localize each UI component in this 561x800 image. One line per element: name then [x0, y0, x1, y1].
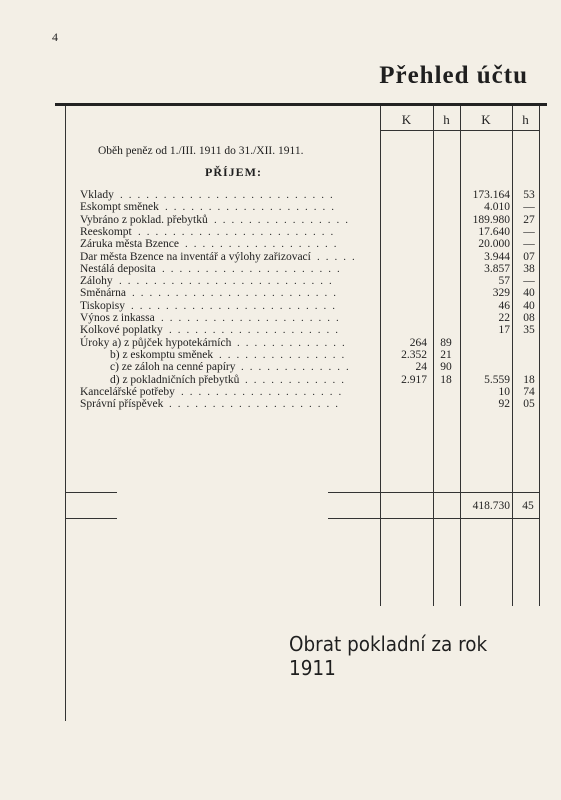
cell-k2: 5.559 [484, 373, 510, 386]
total-rule-right [328, 518, 539, 519]
row-label: c) ze záloh na cenné papíry [110, 361, 236, 374]
leader-dots: ........................ [131, 299, 341, 312]
leader-dots: ................ [214, 213, 354, 226]
cell-k2: 46 [498, 299, 510, 312]
table-row [80, 337, 540, 350]
row-label: Úroky a) z půjček hypotekárních [80, 336, 232, 349]
cell-h1: 18 [440, 373, 452, 386]
cell-h1: 90 [440, 361, 452, 374]
table-row [80, 287, 540, 300]
cell-h2: 35 [523, 324, 535, 337]
page-number: 4 [52, 30, 58, 44]
table-row [80, 349, 540, 362]
leader-dots: ..... [317, 250, 361, 263]
cell-k1: 24 [415, 361, 427, 374]
table-row [80, 300, 540, 313]
total-rule-right [328, 492, 539, 493]
left-border [65, 106, 66, 721]
table-row [80, 361, 540, 374]
header-h-1: h [443, 112, 450, 127]
row-label: Eskompt směnek [80, 201, 159, 214]
row-label: Nestálá deposita [80, 262, 156, 275]
row-label: Správní příspěvek [80, 398, 164, 411]
row-label: Směnárna [80, 287, 126, 300]
cell-h2: 27 [523, 213, 535, 226]
cell-k1: 264 [409, 336, 427, 349]
leader-dots: ............... [219, 348, 351, 361]
leader-dots: ........................ [132, 287, 342, 300]
table-row [80, 374, 540, 387]
cell-k2: 3.857 [484, 262, 510, 275]
table-row [80, 189, 540, 202]
row-label: Kolkové poplatky [80, 324, 163, 337]
page-title: Přehled účtu [379, 62, 528, 89]
cell-k1: 2.352 [401, 348, 427, 361]
header-rule [380, 130, 539, 131]
top-rule [55, 103, 547, 106]
leader-dots: ......................... [120, 189, 339, 201]
leader-dots: .................... [169, 398, 344, 411]
cell-h2: — [523, 225, 535, 238]
table-row [80, 324, 540, 337]
leader-dots: .................... [169, 324, 344, 337]
row-label: Kancelářské potřeby [80, 385, 175, 398]
section-heading: PŘÍJEM: [205, 165, 262, 179]
leader-dots: .................... [165, 201, 340, 214]
cell-h1: 21 [440, 348, 452, 361]
table-row [80, 386, 540, 399]
row-label: b) z eskomptu směnek [110, 348, 214, 361]
row-label: Zálohy [80, 275, 113, 288]
table-row [80, 238, 540, 251]
cell-k2: 20.000 [478, 238, 510, 251]
cell-h2: — [523, 201, 535, 214]
total-rule-left [65, 518, 117, 519]
table-row [80, 312, 540, 325]
leader-dots: ..................... [162, 262, 346, 275]
cell-h2: 08 [523, 312, 535, 324]
total-hellers: 45 [522, 500, 534, 512]
cell-k2: 173.164 [472, 189, 510, 201]
row-label: Reeskompt [80, 225, 132, 238]
table-row [80, 275, 540, 288]
cell-k2: 22 [498, 312, 510, 324]
cell-h2: 40 [523, 299, 535, 312]
leader-dots: ............ [245, 373, 350, 386]
cell-k2: 189.980 [472, 213, 510, 226]
leader-dots: ................... [181, 385, 348, 398]
cell-h2: 40 [523, 287, 535, 300]
table-row [80, 201, 540, 214]
cell-k1: 2.917 [401, 373, 427, 386]
cell-h1: 89 [440, 336, 452, 349]
cell-k2: 17 [498, 324, 510, 337]
period-text: Oběh peněz od 1./III. 1911 do 31./XII. 1911. [98, 145, 304, 157]
cell-h2: — [523, 275, 535, 288]
cell-h2: 05 [523, 398, 535, 411]
cell-k2: 17.640 [478, 225, 510, 238]
row-label: Záruka města Bzence [80, 238, 179, 251]
cell-k2: 329 [492, 287, 510, 300]
table-row [80, 263, 540, 276]
row-label: d) z pokladničních přebytků [110, 373, 240, 386]
cell-h2: 07 [523, 250, 535, 263]
cell-k2: 10 [498, 385, 510, 398]
leader-dots: ......................... [119, 275, 338, 288]
table-row [80, 226, 540, 239]
cell-h2: 74 [523, 385, 535, 398]
leader-dots: ............. [241, 361, 355, 374]
cell-k2: 3.944 [484, 250, 510, 263]
cell-k2: 4.010 [484, 201, 510, 214]
cell-k2: 92 [498, 398, 510, 411]
footer-title: Obrat pokladní za rok 1911 [289, 632, 488, 680]
row-label: Vybráno z poklad. přebytků [80, 213, 208, 226]
leader-dots: ....................... [138, 225, 340, 238]
table-row [80, 251, 540, 264]
leader-dots: .................. [185, 238, 343, 251]
cell-h2: — [523, 238, 535, 251]
row-label: Výnos z inkassa [80, 312, 155, 324]
total-rule-left [65, 492, 117, 493]
table-row [80, 214, 540, 227]
row-label: Vklady [80, 189, 114, 201]
header-k-2: K [481, 112, 491, 127]
cell-h2: 18 [523, 373, 535, 386]
cell-k2: 57 [498, 275, 510, 288]
table-row [80, 398, 540, 411]
header-k-1: K [401, 112, 412, 127]
row-label: Dar města Bzence na inventář a výlohy zařizovací [80, 250, 311, 263]
header-h-2: h [522, 112, 529, 127]
leader-dots: ..................... [161, 312, 345, 324]
total-crowns: 418.730 [472, 500, 510, 512]
row-label: Tiskopisy [80, 299, 125, 312]
leader-dots: ............. [237, 336, 351, 349]
cell-h2: 53 [523, 189, 535, 201]
cell-h2: 38 [523, 262, 535, 275]
